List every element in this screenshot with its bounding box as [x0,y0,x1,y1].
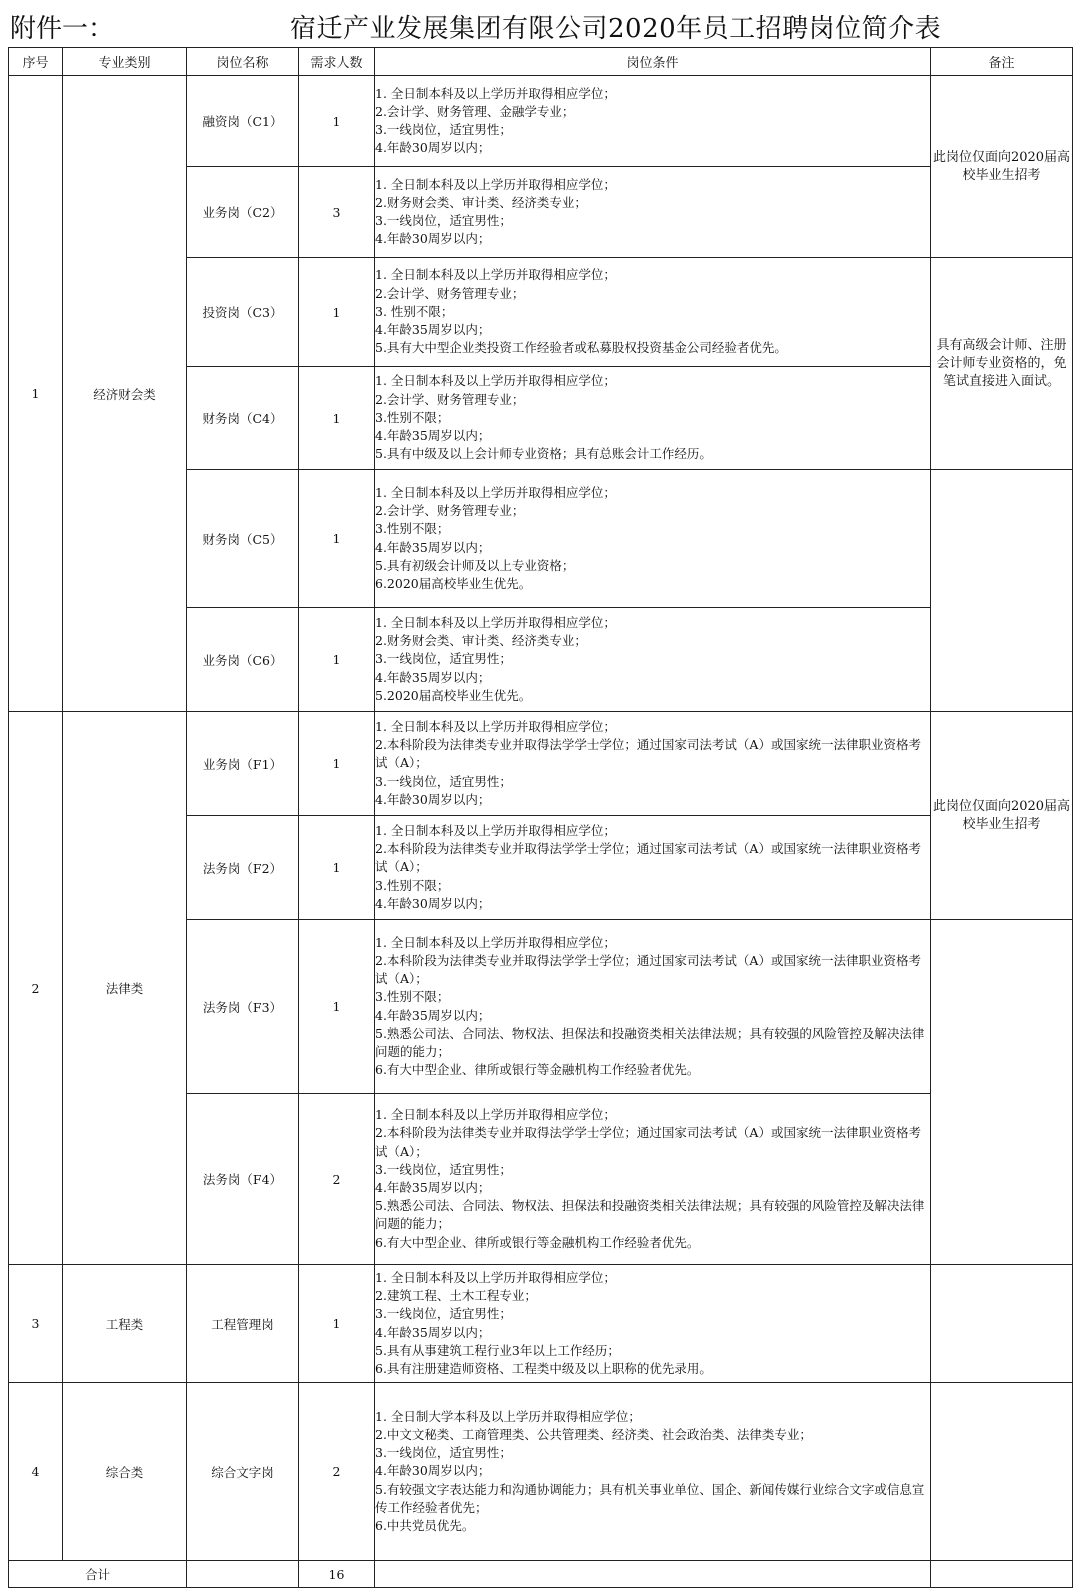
position-name: 法务岗（F3） [187,920,299,1094]
position-conditions [375,608,931,712]
condition-line: 4.年龄35周岁以内； [375,1180,491,1195]
condition-line: 4.年龄35周岁以内； [375,1007,491,1023]
condition-line: 1. 全日制大学本科及以上学历并取得相应学位； [375,1408,641,1424]
position-conditions [375,258,931,367]
condition-line: 1. 全日制本科及以上学历并取得相应学位； [375,176,616,192]
condition-line: 4.年龄30周岁以内； [375,895,491,911]
position-name: 融资岗（C1） [187,76,299,167]
col-header-position: 岗位名称 [187,48,299,76]
condition-line: 3.性别不限； [375,877,450,893]
condition-line: 3. 性别不限； [375,303,454,319]
note-empty [931,920,1073,1265]
note-empty [931,470,1073,712]
total-row [9,1561,1073,1588]
total-count: 16 [299,1561,375,1588]
condition-line: 3.性别不限； [375,521,450,537]
group-category: 工程类 [63,1265,187,1383]
condition-line: 5.有较强文字表达能力和沟通协调能力；具有机关事业单位、国企、新闻传媒行业综合文字或信息宣传工作经验者优先； [375,1481,925,1515]
condition-line: 4.年龄35周岁以内； [375,428,491,444]
position-conditions [375,920,931,1094]
position-count: 1 [299,76,375,167]
note-empty [931,1265,1073,1383]
col-header-conditions: 岗位条件 [375,48,931,76]
position-name: 工程管理岗 [187,1265,299,1383]
condition-line: 2.中文文秘类、工商管理类、公共管理类、经济类、社会政治类、法律类专业； [375,1426,812,1442]
condition-line: 6.具有注册建造师资格、工程类中级及以上职称的优先录用。 [375,1360,712,1376]
position-count: 1 [299,920,375,1094]
position-conditions [375,470,931,608]
condition-line: 1. 全日制本科及以上学历并取得相应学位； [375,614,616,630]
position-count: 1 [299,712,375,816]
total-label: 合计 [9,1561,187,1588]
condition-line: 2.会计学、财务管理、金融学专业； [375,103,575,119]
position-name: 财务岗（C5） [187,470,299,608]
condition-line: 2.财务财会类、审计类、经济类专业； [375,633,587,649]
condition-line: 2.财务财会类、审计类、经济类专业； [375,194,587,210]
condition-line: 4.年龄35周岁以内； [375,322,491,338]
condition-line: 6.2020届高校毕业生优先。 [375,575,532,591]
condition-line: 5.具有初级会计师及以上专业资格； [375,557,575,573]
condition-line: 5.具有从事建筑工程行业3年以上工作经历； [375,1342,620,1358]
condition-line: 1. 全日制本科及以上学历并取得相应学位； [375,1107,616,1123]
position-count: 1 [299,816,375,920]
condition-line: 4.年龄30周岁以内； [375,231,491,247]
table-body [9,76,1073,1588]
condition-line: 6.中共党员优先。 [375,1518,475,1533]
col-header-count: 需求人数 [299,48,375,76]
table-header-row [9,48,1073,76]
position-conditions [375,76,931,167]
condition-line: 2.建筑工程、土木工程专业； [375,1288,537,1304]
condition-line: 3.性别不限； [375,409,450,425]
condition-line: 3.一线岗位，适宜男性； [375,651,512,667]
table-row [9,1265,1073,1383]
condition-line: 1. 全日制本科及以上学历并取得相应学位； [375,1269,616,1285]
condition-line: 5.具有中级及以上会计师专业资格；具有总账会计工作经历。 [375,446,712,462]
position-conditions [375,1265,931,1383]
position-name: 财务岗（C4） [187,367,299,470]
position-count: 1 [299,258,375,367]
condition-line: 5.2020届高校毕业生优先。 [375,687,532,703]
group-category: 法律类 [63,712,187,1265]
col-header-category: 专业类别 [63,48,187,76]
group-index: 3 [9,1265,63,1383]
condition-line: 2.本科阶段为法律类专业并取得法学学士学位；通过国家司法考试（A）或国家统一法律职业资格考试（A）； [375,952,921,987]
table-row [9,76,1073,167]
position-name: 综合文字岗 [187,1383,299,1561]
position-count: 2 [299,1094,375,1265]
attachment-label: 附件一： [10,14,115,44]
condition-line: 4.年龄30周岁以内； [375,140,491,156]
note-grad-only: 此岗位仅面向2020届高校毕业生招考 [931,76,1073,258]
note-empty [931,1383,1073,1561]
condition-line: 1. 全日制本科及以上学历并取得相应学位； [375,718,616,734]
title-row [0,0,1080,46]
condition-line: 2.会计学、财务管理专业； [375,503,525,519]
position-conditions [375,167,931,258]
position-name: 法务岗（F2） [187,816,299,920]
condition-line: 2.会计学、财务管理专业； [375,285,525,301]
document-title: 宿迁产业发展集团有限公司2020年员工招聘岗位简介表 [290,14,942,44]
table-row [9,1383,1073,1561]
condition-line: 1. 全日制本科及以上学历并取得相应学位； [375,373,616,389]
position-count: 1 [299,470,375,608]
condition-line: 3.一线岗位，适宜男性； [375,213,512,228]
position-count: 1 [299,1265,375,1383]
position-name: 投资岗（C3） [187,258,299,367]
condition-line: 5.具有大中型企业类投资工作经验者或私募股权投资基金公司经验者优先。 [375,340,787,356]
condition-line: 1. 全日制本科及以上学历并取得相应学位； [375,85,616,101]
group-index: 1 [9,76,63,712]
note-senior-cpa: 具有高级会计师、注册会计师专业资格的，免笔试直接进入面试。 [931,258,1073,470]
col-header-index: 序号 [9,48,63,76]
condition-line: 4.年龄35周岁以内； [375,669,491,685]
condition-line: 4.年龄30周岁以内； [375,791,491,807]
group-category: 经济财会类 [63,76,187,712]
position-name: 业务岗（C6） [187,608,299,712]
condition-line: 3.一线岗位，适宜男性； [375,1306,512,1322]
condition-line: 2.本科阶段为法律类专业并取得法学学士学位；通过国家司法考试（A）或国家统一法律职业资格考试（A）； [375,841,921,875]
condition-line: 2.会计学、财务管理专业； [375,391,525,407]
condition-line: 1. 全日制本科及以上学历并取得相应学位； [375,822,616,838]
position-name: 业务岗（C2） [187,167,299,258]
condition-line: 3.性别不限； [375,989,450,1005]
position-count: 2 [299,1383,375,1561]
condition-line: 3.一线岗位，适宜男性； [375,122,512,137]
group-index: 4 [9,1383,63,1561]
position-count: 1 [299,608,375,712]
position-conditions [375,816,931,920]
group-category: 综合类 [63,1383,187,1561]
position-conditions [375,1094,931,1265]
total-empty-cell [931,1561,1073,1588]
position-count: 3 [299,167,375,258]
group-index: 2 [9,712,63,1265]
condition-line: 6.有大中型企业、律所或银行等金融机构工作经验者优先。 [375,1234,700,1250]
recruitment-table [8,47,1073,1588]
condition-line: 4.年龄35周岁以内； [375,1324,491,1340]
total-empty-cell [375,1561,931,1588]
condition-line: 3.一线岗位，适宜男性； [375,1445,512,1461]
condition-line: 4.年龄30周岁以内； [375,1463,491,1479]
condition-line: 2.本科阶段为法律类专业并取得法学学士学位；通过国家司法考试（A）或国家统一法律职业资格考试（A）； [375,737,921,771]
condition-line: 3.一线岗位，适宜男性； [375,773,512,789]
position-name: 业务岗（F1） [187,712,299,816]
condition-line: 2.本科阶段为法律类专业并取得法学学士学位；通过国家司法考试（A）或国家统一法律职业资格考试（A）； [375,1125,921,1159]
position-conditions [375,1383,931,1561]
note-grad-only-law: 此岗位仅面向2020届高校毕业生招考 [931,712,1073,920]
condition-line: 1. 全日制本科及以上学历并取得相应学位； [375,267,616,283]
condition-line: 5.熟悉公司法、合同法、物权法、担保法和投融资类相关法律法规；具有较强的风险管控及解决法律问题的能力； [375,1198,925,1232]
col-header-notes: 备注 [931,48,1073,76]
position-count: 1 [299,367,375,470]
table-row [9,712,1073,816]
total-empty-cell [187,1561,299,1588]
condition-line: 3.一线岗位，适宜男性； [375,1161,512,1177]
position-conditions [375,367,931,470]
condition-line: 1. 全日制本科及以上学历并取得相应学位； [375,484,616,500]
condition-line: 6.有大中型企业、律所或银行等金融机构工作经验者优先。 [375,1062,700,1078]
position-conditions [375,712,931,816]
position-name: 法务岗（F4） [187,1094,299,1265]
condition-line: 5.熟悉公司法、合同法、物权法、担保法和投融资类相关法律法规；具有较强的风险管控及解决法律问题的能力； [375,1025,925,1059]
condition-line: 1. 全日制本科及以上学历并取得相应学位； [375,934,616,950]
condition-line: 4.年龄35周岁以内； [375,539,491,555]
